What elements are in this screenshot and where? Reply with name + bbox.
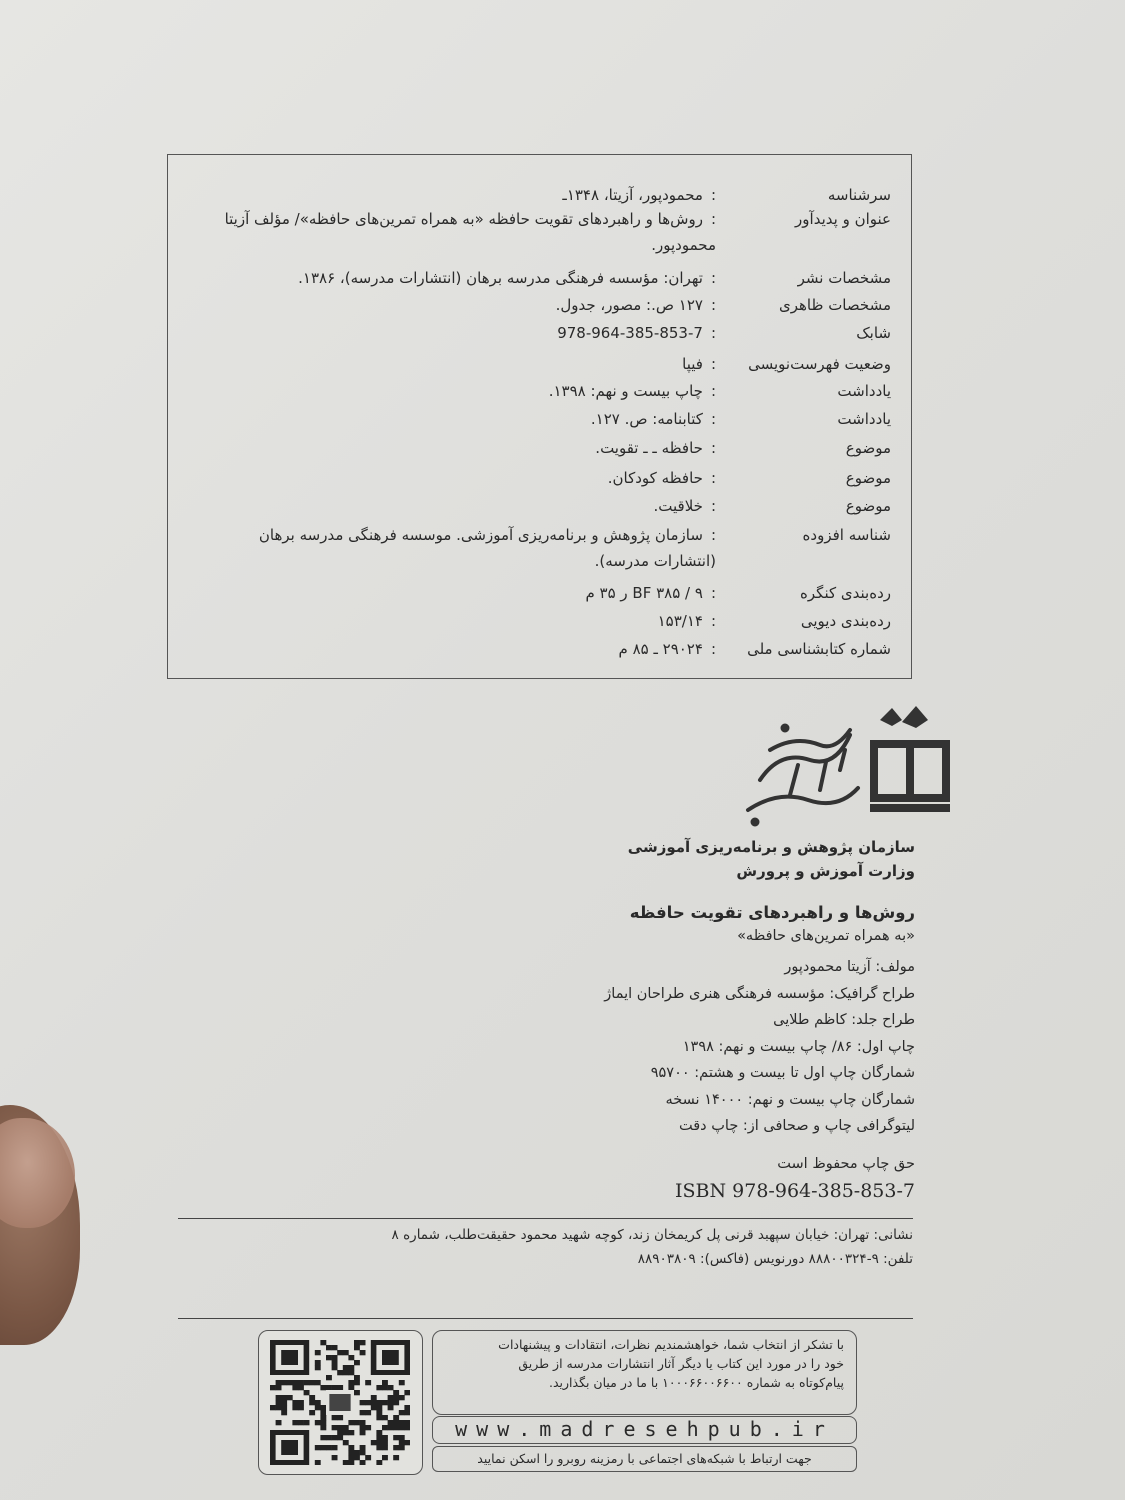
cip-label: موضوع [845, 497, 891, 515]
social-note: جهت ارتباط با شبکه‌های اجتماعی با رمزینه روبرو را اسکن نمایید [432, 1446, 857, 1472]
cip-label: شابک [856, 324, 891, 342]
cip-label: یادداشت [837, 410, 891, 428]
address: نشانی: تهران: خیابان سپهبد قرنی پل کریمخان زند، کوچه شهید محمود حقیقت‌طلب، شماره ۸ [391, 1227, 913, 1243]
credit-line: طراح گرافیک: مؤسسه فرهنگی هنری طراحان ایماژ [604, 985, 915, 1002]
isbn: ISBN 978-964-385-853-7 [675, 1180, 915, 1202]
feedback-line: پیام‌کوتاه به شماره ۱۰۰۰۶۶۰۰۶۶۰۰ با ما در میان بگذارید. [548, 1375, 844, 1390]
book-emblem-icon [870, 706, 950, 812]
cip-value: :حافظه کودکان. [607, 469, 716, 487]
book-title: روش‌ها و راهبردهای تقویت حافظه [629, 903, 915, 922]
cip-label: رده‌بندی دیویی [800, 612, 891, 630]
book-subtitle: «به همراه تمرین‌های حافظه» [737, 928, 915, 944]
cip-value-cont: محمودپور. [651, 236, 716, 254]
cip-value: :978-964-385-853-7 [557, 324, 716, 342]
divider [178, 1218, 913, 1219]
divider [178, 1318, 913, 1319]
publisher-ministry: وزارت آموزش و پرورش [736, 862, 915, 880]
publisher-org: سازمان پژوهش و برنامه‌ریزی آموزشی [627, 838, 915, 856]
website-link[interactable]: www.madresehpub.ir [432, 1416, 857, 1444]
cip-value: :خلاقیت. [653, 497, 716, 515]
cip-value: :کتابنامه: ص. ۱۲۷. [590, 410, 716, 428]
cip-label: شماره کتابشناسی ملی [747, 640, 891, 658]
feedback-line: با تشکر از انتخاب شما، خواهشمندیم نظرات، انتقادات و پیشنهادات [498, 1337, 844, 1352]
cip-value: :فیپا [682, 355, 716, 373]
cip-value: :۲۹۰۲۴ ـ ۸۵ م [618, 640, 716, 658]
cip-value: :۱۲۷ ص.: مصور، جدول. [555, 296, 716, 314]
cip-label: یادداشت [837, 382, 891, 400]
cip-value: :روش‌ها و راهبردهای تقویت حافظه «به همراه تمرین‌های حافظه»/ مؤلف آزیتا [224, 210, 716, 228]
calligraphy-logotype [748, 726, 858, 825]
credit-line: شمارگان چاپ اول تا بیست و هشتم: ۹۵۷۰۰ [650, 1065, 915, 1081]
qr-frame [258, 1330, 423, 1475]
cip-label: وضعیت فهرست‌نویسی [748, 355, 891, 373]
cip-label: موضوع [845, 469, 891, 487]
cip-value: :محمودپور، آزیتا، ۱۳۴۸ـ [562, 186, 716, 204]
phone: تلفن: ۹-۸۸۸۰۰۳۲۴ دورنویس (فاکس): ۸۸۹۰۳۸۰۹ [637, 1251, 913, 1267]
cip-label: مشخصات نشر [797, 269, 891, 287]
rights-notice: حق چاپ محفوظ است [777, 1156, 915, 1172]
cip-label: سرشناسه [827, 186, 891, 204]
feedback-line: خود را در مورد این کتاب یا دیگر آثار انتشارات مدرسه از طریق [518, 1356, 844, 1371]
credit-line: لیتوگرافی چاپ و صحافی از: چاپ دقت [679, 1118, 915, 1134]
publisher-logo [730, 700, 950, 835]
cip-value: :حافظه ـ ـ تقویت. [595, 439, 716, 457]
credit-line: شمارگان چاپ بیست و نهم: ۱۴۰۰۰ نسخه [665, 1091, 915, 1108]
credit-line: مولف: آزیتا محمودپور [784, 959, 915, 975]
cip-value: :BF ۳۸۵ / ۹ ر ۳۵ م [585, 584, 716, 602]
credits-list [315, 954, 915, 1140]
cip-value: :سازمان پژوهش و برنامه‌ریزی آموزشی. موسسه فرهنگی مدرسه برهان [258, 526, 716, 544]
cip-label: شناسه افزوده [802, 526, 891, 544]
cip-box [167, 154, 912, 679]
credit-line: طراح جلد: کاظم طلایی [773, 1012, 915, 1028]
feedback-box [432, 1330, 857, 1415]
cip-value: :۱۵۳/۱۴ [657, 612, 716, 630]
cip-label: عنوان و پدیدآور [795, 210, 891, 228]
qr-code-icon[interactable] [270, 1340, 410, 1465]
cip-label: موضوع [845, 439, 891, 457]
cip-label: رده‌بندی کنگره [800, 584, 891, 602]
cip-value-cont: (انتشارات مدرسه). [594, 552, 716, 570]
cip-value: :چاپ بیست و نهم: ۱۳۹۸. [548, 382, 716, 400]
cip-value: :تهران: مؤسسه فرهنگی مدرسه برهان (انتشارات مدرسه)، ۱۳۸۶. [298, 269, 716, 287]
credit-line: چاپ اول: ۸۶/ چاپ بیست و نهم: ۱۳۹۸ [682, 1038, 915, 1055]
cip-label: مشخصات ظاهری [778, 296, 891, 314]
